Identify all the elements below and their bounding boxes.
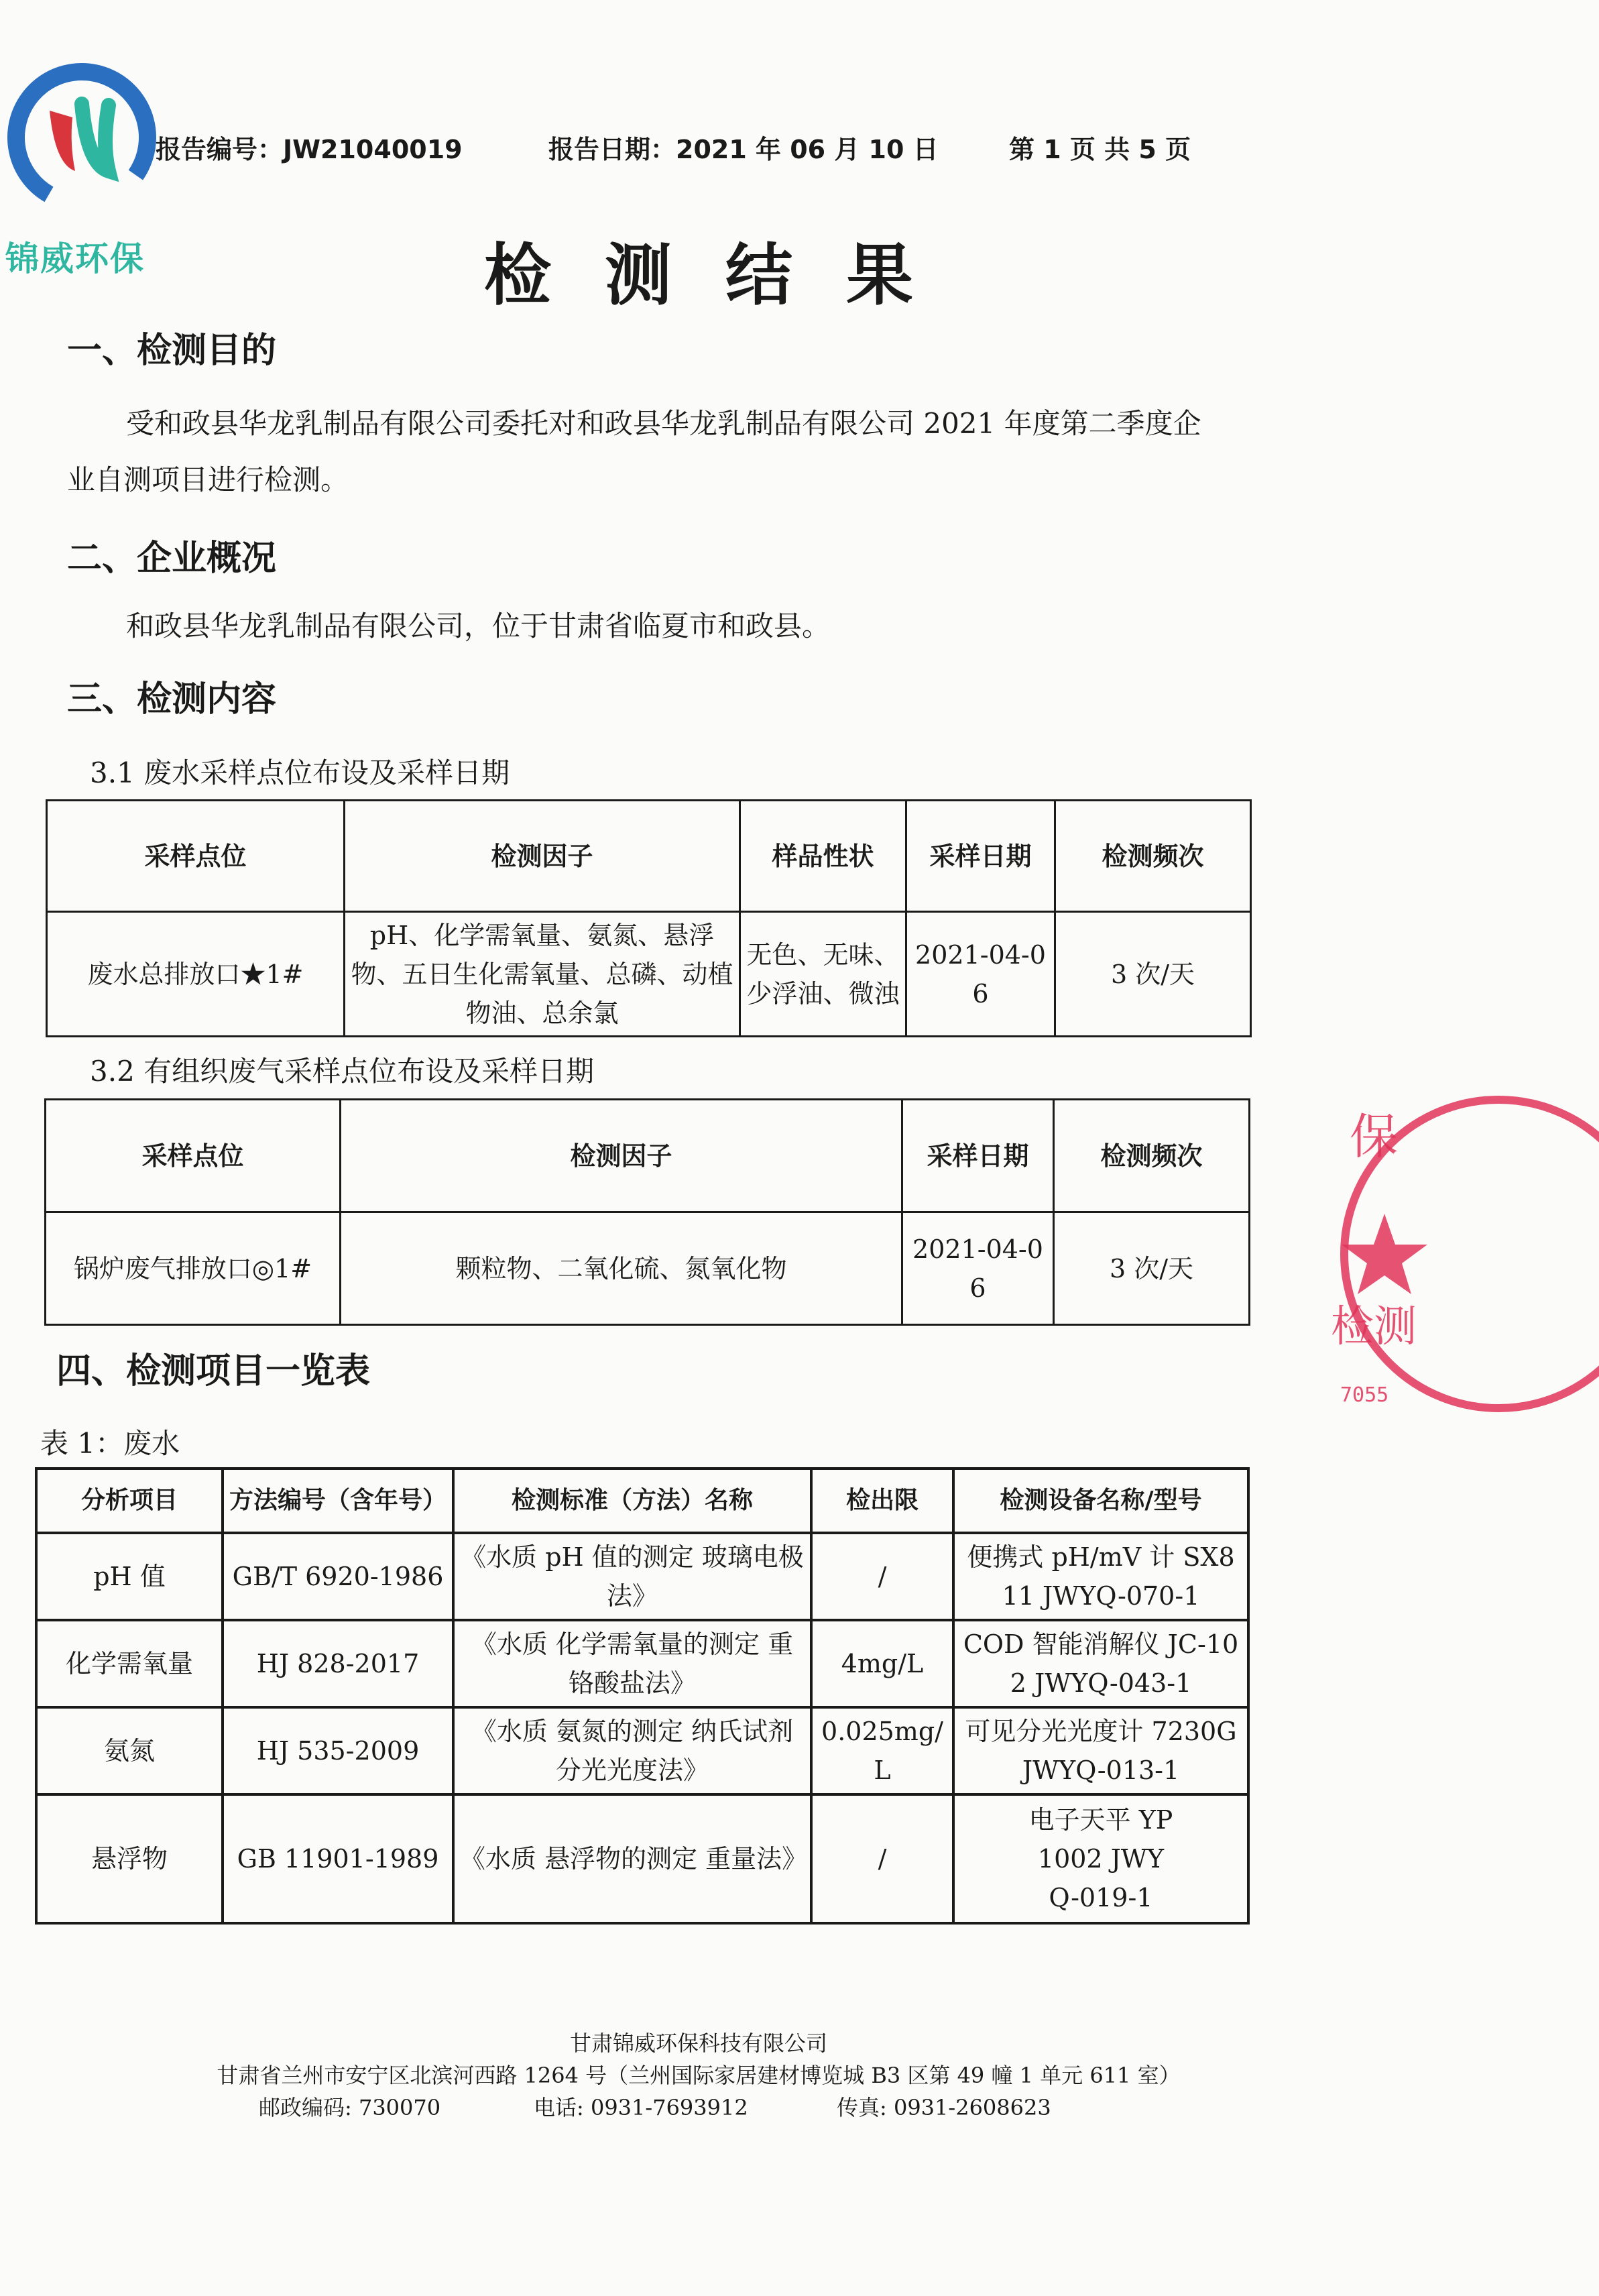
svg-text:检测: 检测 <box>1331 1302 1417 1352</box>
table3-cell: 4mg/L <box>811 1620 953 1707</box>
table3-cell: 电子天平 YP1002 JWYQ-019-1 <box>953 1794 1248 1923</box>
table3-cell: 《水质 氨氮的测定 纳氏试剂分光光度法》 <box>453 1707 811 1794</box>
table2-header: 检测因子 <box>341 1100 902 1212</box>
report-date: 报告日期：2021 年 06 月 10 日 <box>548 135 939 164</box>
table3-cell: / <box>811 1533 953 1620</box>
footer-fax: 传真: 0931-2608623 <box>837 2095 1051 2120</box>
svg-text:7055: 7055 <box>1340 1383 1389 1407</box>
table-row <box>36 1707 1248 1794</box>
table3-header: 检测设备名称/型号 <box>953 1469 1248 1533</box>
table-row <box>36 1794 1248 1923</box>
table3-cell: / <box>811 1794 953 1923</box>
table3-cell: 悬浮物 <box>36 1794 223 1923</box>
table-row <box>36 1533 1248 1620</box>
company-logo <box>8 64 156 218</box>
table2-cell: 颗粒物、二氧化硫、氮氧化物 <box>341 1212 902 1325</box>
table3-cell: 0.025mg/L <box>811 1707 953 1794</box>
wastewater-sampling-table <box>46 799 1252 1037</box>
footer-phone: 电话: 0931-7693912 <box>534 2095 748 2120</box>
table3-cell: 可见分光光度计 7230G JWYQ-013-1 <box>953 1707 1248 1794</box>
company-logo-text: 锦威环保 <box>5 239 145 278</box>
table2-header: 检测频次 <box>1054 1100 1250 1212</box>
footer-company: 甘肃锦威环保科技有限公司 <box>569 2030 827 2056</box>
table3-cell: 《水质 pH 值的测定 玻璃电极法》 <box>453 1533 811 1620</box>
table3-cell: HJ 535-2009 <box>223 1707 453 1794</box>
table3-header: 检出限 <box>811 1469 953 1533</box>
section-1-para-line2: 业自测项目进行检测。 <box>67 463 349 496</box>
report-number: 报告编号：JW21040019 <box>156 135 463 164</box>
table3-cell: COD 智能消解仪 JC-102 JWYQ-043-1 <box>953 1620 1248 1707</box>
table1-cell: pH、化学需氧量、氨氮、悬浮物、五日生化需氧量、总磷、动植物油、总余氯 <box>345 912 740 1037</box>
table3-cell: 便携式 pH/mV 计 SX811 JWYQ-070-1 <box>953 1533 1248 1620</box>
table3-cell: GB/T 6920-1986 <box>223 1533 453 1620</box>
section-1-para-line1: 受和政县华龙乳制品有限公司委托对和政县华龙乳制品有限公司 2021 年度第二季度企 <box>126 407 1201 440</box>
table3-cell: 化学需氧量 <box>36 1620 223 1707</box>
footer-postcode: 邮政编码: 730070 <box>259 2095 441 2120</box>
table1-cell: 2021-04-06 <box>906 912 1055 1037</box>
table3-cell: 《水质 化学需氧量的测定 重铬酸盐法》 <box>453 1620 811 1707</box>
subsection-3-1: 3.1 废水采样点位布设及采样日期 <box>90 756 510 789</box>
table3-header: 方法编号（含年号） <box>223 1469 453 1533</box>
table2-cell: 锅炉废气排放口◎1# <box>46 1212 341 1325</box>
table1-cell: 无色、无味、少浮油、微浊 <box>740 912 906 1037</box>
table1-header: 检测频次 <box>1055 801 1251 912</box>
table3-header: 检测标准（方法）名称 <box>453 1469 811 1533</box>
table-row <box>46 1212 1250 1325</box>
table-row <box>47 912 1251 1037</box>
page-indicator: 第 1 页 共 5 页 <box>1009 135 1191 164</box>
wastewater-methods-table <box>35 1467 1250 1925</box>
table2-header: 采样日期 <box>902 1100 1054 1212</box>
footer-address: 甘肃省兰州市安宁区北滨河西路 1264 号（兰州国际家居建材博览城 B3 区第 49 幢 1 单元 611 室） <box>217 2063 1181 2088</box>
subsection-3-2: 3.2 有组织废气采样点位布设及采样日期 <box>90 1055 595 1088</box>
table1-cell: 废水总排放口★1# <box>47 912 345 1037</box>
table-row <box>36 1620 1248 1707</box>
table1-header: 检测因子 <box>345 801 740 912</box>
table-caption: 表 1：废水 <box>40 1427 180 1460</box>
table2-header: 采样点位 <box>46 1100 341 1212</box>
table3-cell: 氨氮 <box>36 1707 223 1794</box>
table3-cell: HJ 828-2017 <box>223 1620 453 1707</box>
section-2-para: 和政县华龙乳制品有限公司，位于甘肃省临夏市和政县。 <box>126 610 831 642</box>
table1-header: 采样点位 <box>47 801 345 912</box>
official-seal <box>1331 1086 1417 1435</box>
page-title: 检测结果 <box>484 235 967 314</box>
section-1-heading: 一、检测目的 <box>67 331 277 371</box>
table1-header: 采样日期 <box>906 801 1055 912</box>
exhaust-gas-sampling-table <box>44 1098 1250 1326</box>
table1-header: 样品性状 <box>740 801 906 912</box>
table3-header: 分析项目 <box>36 1469 223 1533</box>
table2-cell: 2021-04-06 <box>902 1212 1054 1325</box>
section-3-heading: 三、检测内容 <box>67 679 277 720</box>
table3-cell: 《水质 悬浮物的测定 重量法》 <box>453 1794 811 1923</box>
section-4-heading: 四、检测项目一览表 <box>56 1351 371 1391</box>
table3-cell: pH 值 <box>36 1533 223 1620</box>
company-logo-icon <box>8 64 156 218</box>
red-seal-stamp-icon <box>1331 1086 1599 1435</box>
table2-cell: 3 次/天 <box>1054 1212 1250 1325</box>
table1-cell: 3 次/天 <box>1055 912 1251 1037</box>
section-2-heading: 二、企业概况 <box>67 538 277 579</box>
svg-text:保: 保 <box>1350 1108 1399 1165</box>
table3-cell: GB 11901-1989 <box>223 1794 453 1923</box>
